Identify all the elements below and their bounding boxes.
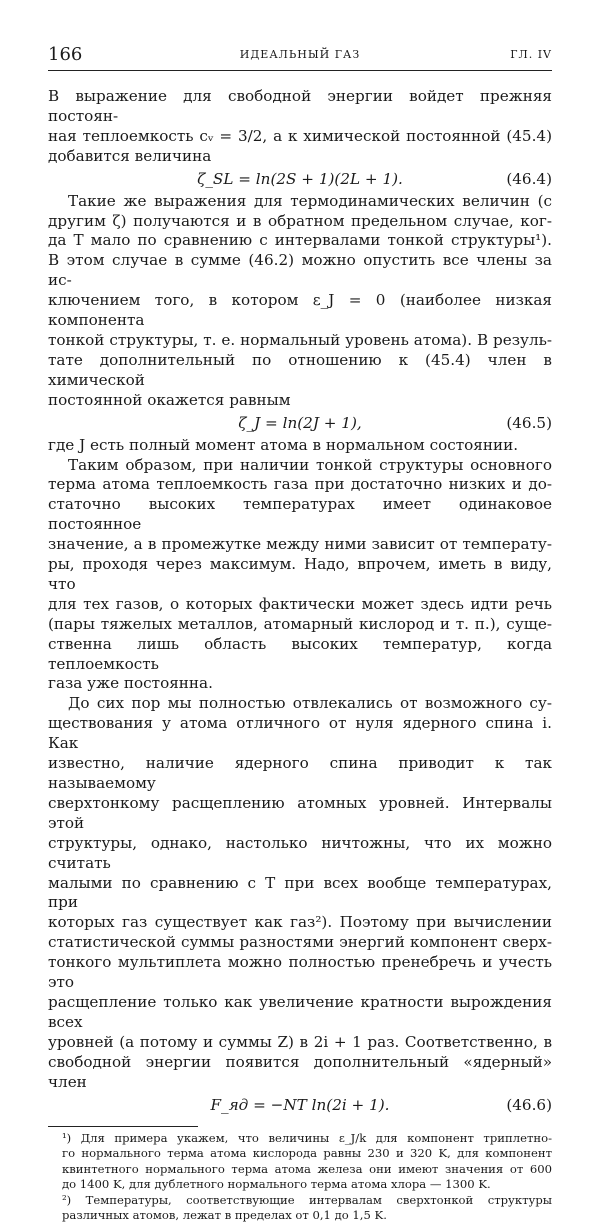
paragraph-5 bbox=[48, 694, 552, 1092]
text-line: Такие же выражения для термодинамических величин (с bbox=[48, 192, 552, 212]
equation-formula: ζ_SL = ln(2S + 1)(2L + 1). bbox=[48, 167, 552, 192]
text-line: го нормального терма атома кислорода равны 230 и 320 K, для компонент bbox=[48, 1146, 552, 1162]
text-line: ключением того, в котором ε_J = 0 (наиболее низкая компонента bbox=[48, 291, 552, 331]
text-line: ственна лишь область высоких температур, когда теплоемкость bbox=[48, 635, 552, 675]
text-line: тонкой структуры, т. е. нормальный уровень атома). В резуль- bbox=[48, 331, 552, 351]
text-line: уровней (а потому и суммы Z) в 2i + 1 раз. Соответственно, в bbox=[48, 1033, 552, 1053]
text-line: да T мало по сравнению с интервалами тонкой структуры¹). bbox=[48, 231, 552, 251]
text-line: ²) Температуры, соответствующие интервалам сверхтонкой структуры bbox=[48, 1193, 552, 1209]
text-line: (пары тяжелых металлов, атомарный кислород и т. п.), суще- bbox=[48, 615, 552, 635]
main-text bbox=[48, 87, 552, 1118]
text-line: До сих пор мы полностью отвлекались от возможного су- bbox=[48, 694, 552, 714]
equation-formula: ζ_J = ln(2J + 1), bbox=[48, 411, 552, 436]
running-title: ИДЕАЛЬНЫЙ ГАЗ bbox=[48, 48, 552, 61]
equation-46-4 bbox=[48, 167, 552, 192]
text-line: тонкого мультиплета можно полностью пренебречь и учесть это bbox=[48, 953, 552, 993]
footnote-2 bbox=[48, 1193, 552, 1224]
paragraph-2 bbox=[48, 192, 552, 411]
text-line: различных атомов, лежат в пределах от 0,1 до 1,5 K. bbox=[48, 1208, 552, 1224]
text-line: свободной энергии появится дополнительный «ядерный» член bbox=[48, 1053, 552, 1093]
text-line: для тех газов, о которых фактически может здесь идти речь bbox=[48, 595, 552, 615]
text-line: сверхтонкому расщеплению атомных уровней. Интервалы этой bbox=[48, 794, 552, 834]
text-line: ществования у атома отличного от нуля ядерного спина i. Как bbox=[48, 714, 552, 754]
text-line: добавится величина bbox=[48, 147, 552, 167]
text-line: квинтетного нормального терма атома железа они имеют значения от 600 bbox=[48, 1162, 552, 1178]
text-line: ры, проходя через максимум. Надо, впрочем, иметь в виду, что bbox=[48, 555, 552, 595]
text-line: расщепление только как увеличение кратности вырождения всех bbox=[48, 993, 552, 1033]
text-line: Таким образом, при наличии тонкой структуры основного bbox=[48, 456, 552, 476]
text-line: где J есть полный момент атома в нормальном состоянии. bbox=[48, 436, 552, 456]
equation-number: (46.4) bbox=[506, 167, 552, 192]
text-line: В этом случае в сумме (46.2) можно опустить все члены за ис- bbox=[48, 251, 552, 291]
text-line: которых газ существует как газ²). Поэтому при вычислении bbox=[48, 913, 552, 933]
page-number: 166 bbox=[48, 44, 82, 65]
equation-formula: F_яд = −NT ln(2i + 1). bbox=[48, 1093, 552, 1118]
text-line: терма атома теплоемкость газа при достаточно низких и до- bbox=[48, 475, 552, 495]
text-line: ная теплоемкость cᵥ = 3/2, а к химической постоянной (45.4) bbox=[48, 127, 552, 147]
paragraph-3 bbox=[48, 436, 552, 456]
equation-number: (46.6) bbox=[506, 1093, 552, 1118]
footnote-1 bbox=[48, 1131, 552, 1193]
running-header bbox=[48, 44, 552, 68]
header-rule bbox=[48, 70, 552, 71]
text-line: статистической суммы разностями энергий компонент сверх- bbox=[48, 933, 552, 953]
text-line: значение, а в промежутке между ними зависит от температу- bbox=[48, 535, 552, 555]
text-line: ¹) Для примера укажем, что величины ε_J/k для компонент триплетно- bbox=[48, 1131, 552, 1147]
equation-46-5 bbox=[48, 411, 552, 436]
footnotes bbox=[48, 1131, 552, 1224]
text-line: В выражение для свободной энергии войдет прежняя постоян- bbox=[48, 87, 552, 127]
text-line: до 1400 K, для дублетного нормального терма атома хлора — 1300 K. bbox=[48, 1177, 552, 1193]
text-line: газа уже постоянна. bbox=[48, 674, 552, 694]
paragraph-4 bbox=[48, 456, 552, 695]
equation-46-6 bbox=[48, 1093, 552, 1118]
footnote-rule bbox=[48, 1126, 198, 1127]
text-line: известно, наличие ядерного спина приводит к так называемому bbox=[48, 754, 552, 794]
text-line: статочно высоких температурах имеет одинаковое постоянное bbox=[48, 495, 552, 535]
text-line: другим ζ) получаются и в обратном предельном случае, ког- bbox=[48, 212, 552, 232]
text-line: малыми по сравнению с T при всех вообще температурах, при bbox=[48, 874, 552, 914]
equation-number: (46.5) bbox=[506, 411, 552, 436]
paragraph-1 bbox=[48, 87, 552, 167]
text-line: структуры, однако, настолько ничтожны, что их можно считать bbox=[48, 834, 552, 874]
chapter-label: ГЛ. IV bbox=[510, 48, 552, 61]
page bbox=[48, 44, 552, 1224]
text-line: постоянной окажется равным bbox=[48, 391, 552, 411]
text-line: тате дополнительный по отношению к (45.4) член в химической bbox=[48, 351, 552, 391]
